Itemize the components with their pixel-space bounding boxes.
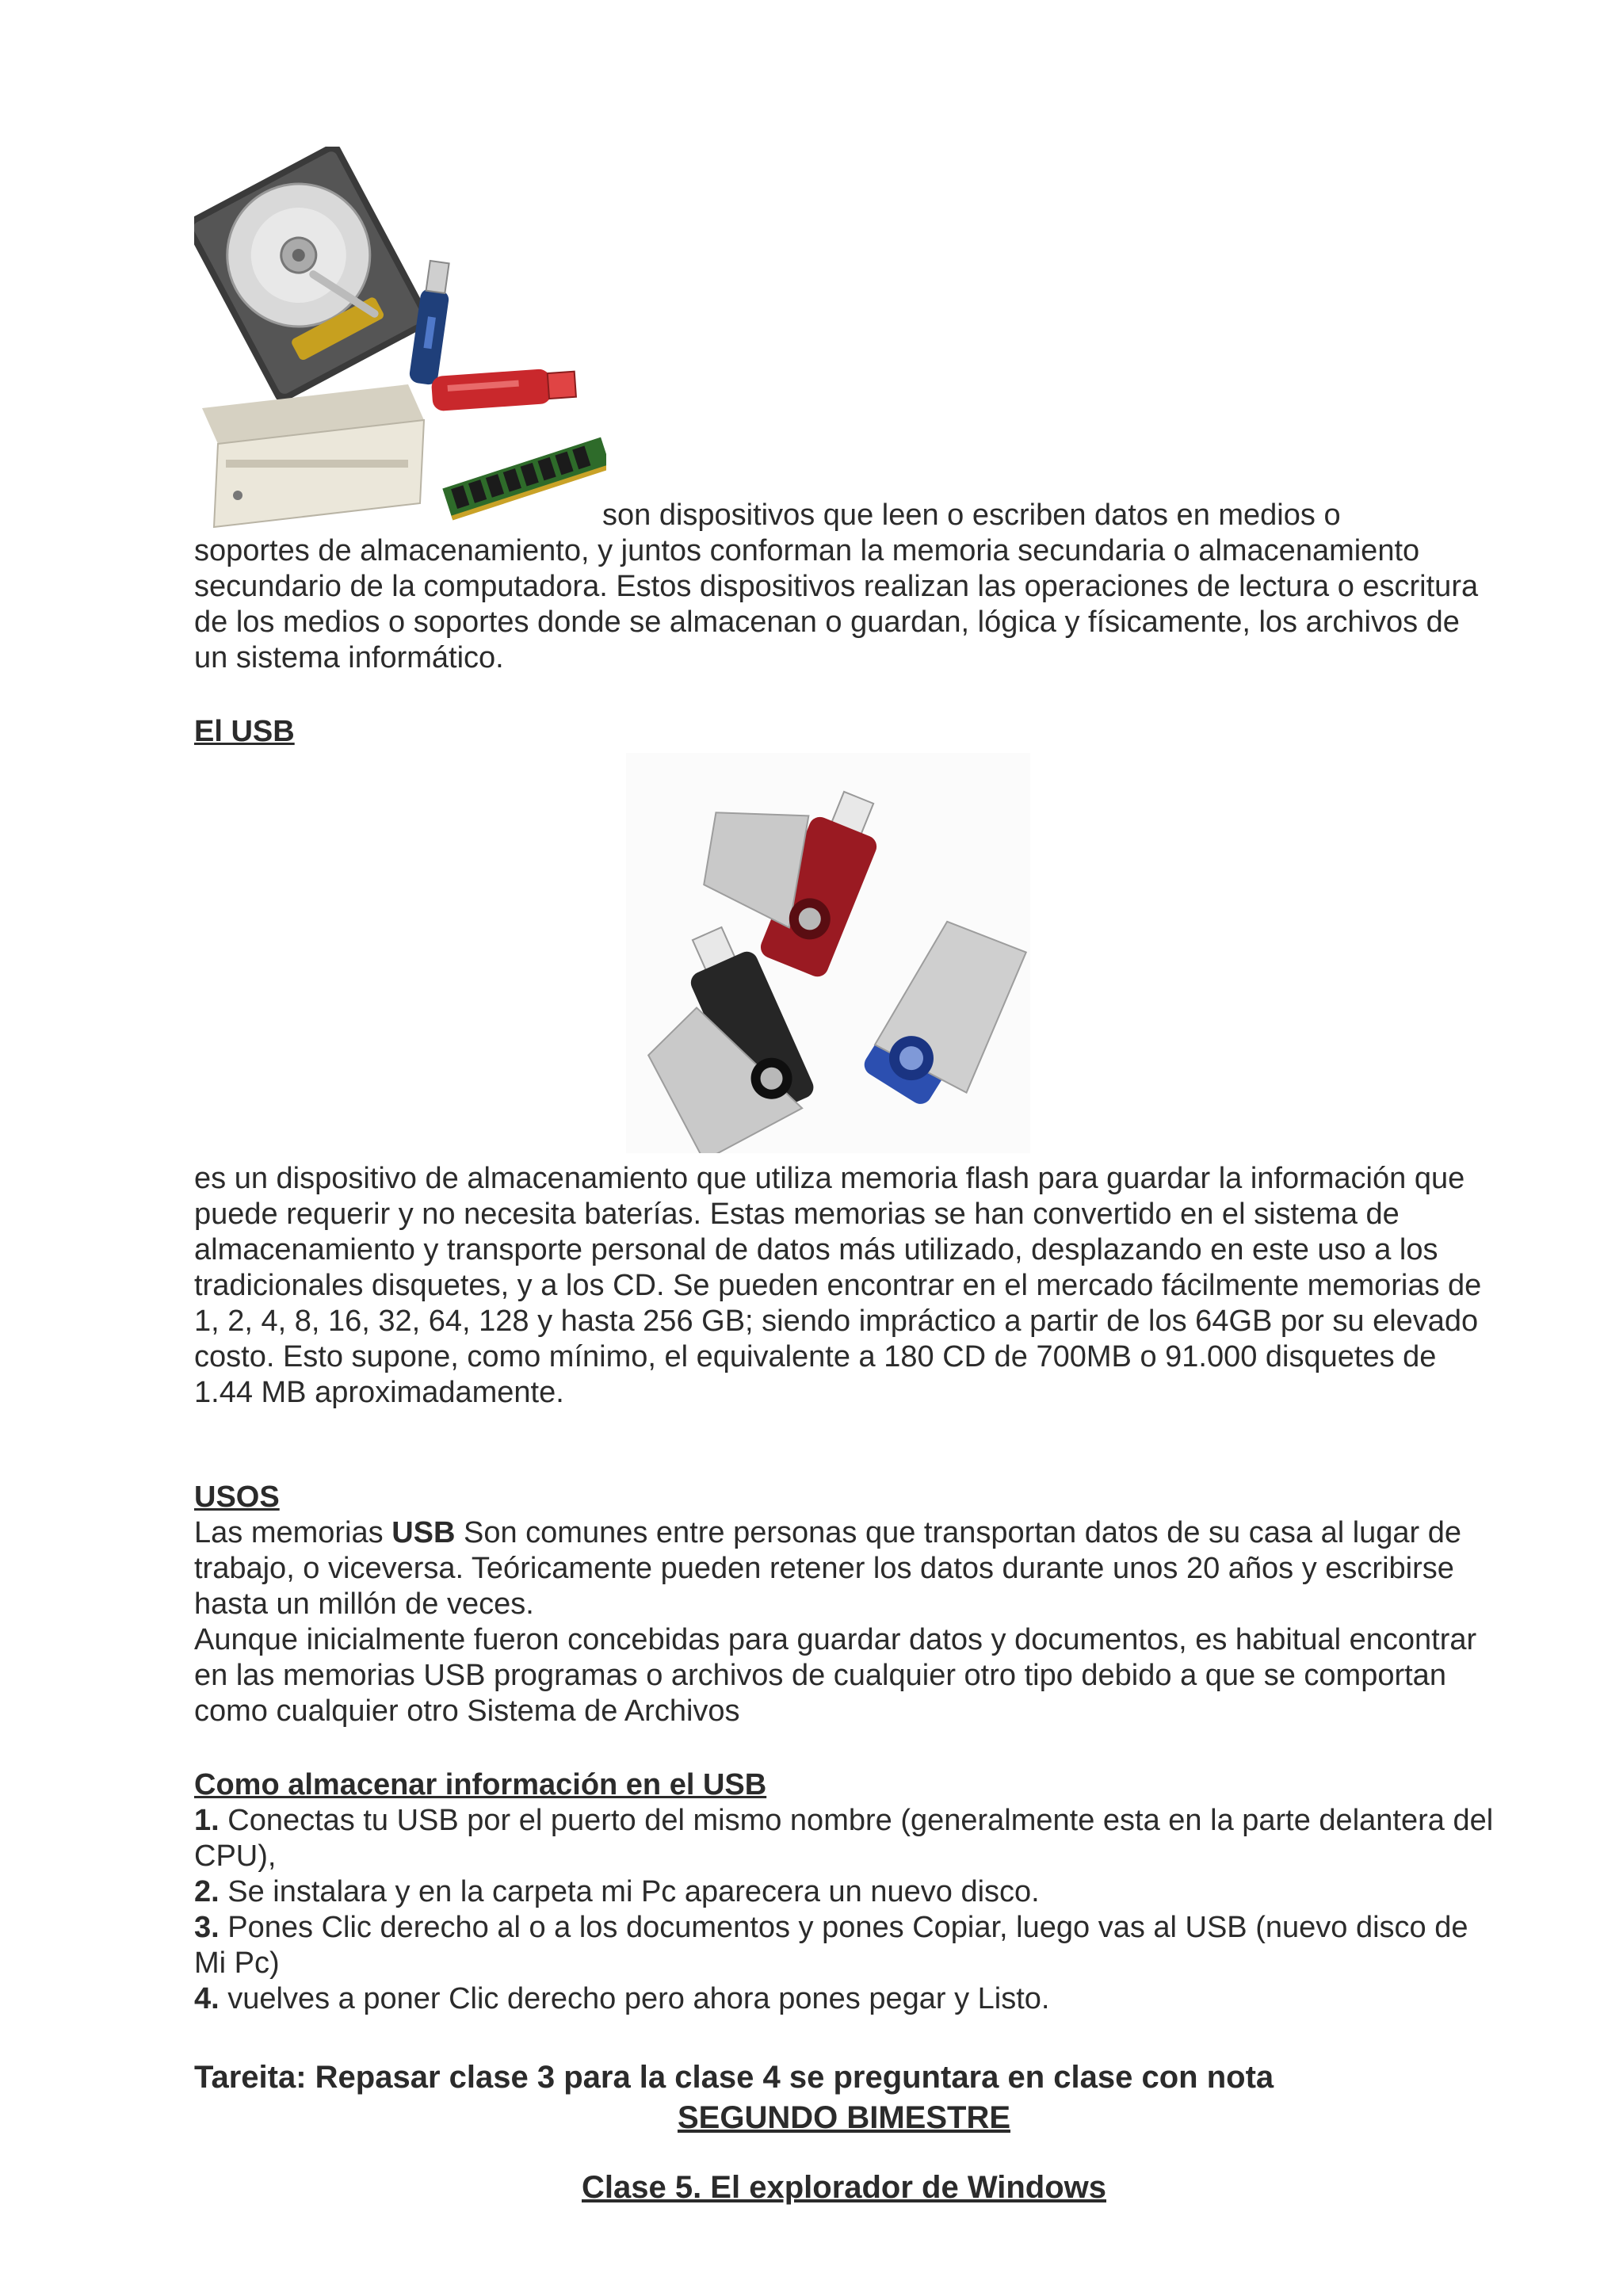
- howto-step: [194, 1803, 1494, 1874]
- step-text: vuelves a poner Clic derecho pero ahora pones pegar y Listo.: [219, 1982, 1050, 2015]
- howto-step: [194, 1910, 1494, 1981]
- usb-heading: El USB: [194, 715, 295, 748]
- howto-heading: Como almacenar información en el USB: [194, 1768, 767, 1801]
- usb-flash-drives-image: [626, 753, 1030, 1153]
- intro-first-line: son dispositivos que leen o escriben datos en medios o: [602, 499, 1341, 532]
- term-title: SEGUNDO BIMESTRE: [677, 2100, 1011, 2135]
- next-class-title: Clase 5. El explorador de Windows: [581, 2170, 1107, 2205]
- step-number: 2.: [194, 1875, 220, 1908]
- usos-paragraph-1: [194, 1515, 1494, 1622]
- step-text: Pones Clic derecho al o a los documentos y pones Copiar, luego vas al USB (nuevo disco de Mi Pc): [194, 1911, 1468, 1980]
- usos-heading: USOS: [194, 1480, 280, 1514]
- howto-step: [194, 1981, 1494, 2017]
- howto-step: [194, 1874, 1494, 1910]
- intro-paragraph: soportes de almacenamiento, y juntos conforman la memoria secundaria o almacenamiento secundario de la computadora. Estos dispositivos realizan las operaciones de lectura o escritura de los medios o soportes donde se almacenan o guardan, lógica y físicamente, los archivos de un sistema informático.: [194, 534, 1479, 674]
- usos-lead: Las memorias: [194, 1516, 392, 1549]
- usb-description: es un dispositivo de almacenamiento que utiliza memoria flash para guardar la información que puede requerir y no necesita baterías. Estas memorias se han convertido en el sistema de almacenamiento y transporte personal de datos más utilizado, desplazando en este uso a los tradicionales disquetes, y a los CD. Se pueden encontrar en el mercado fácilmente memorias de 1, 2, 4, 8, 16, 32, 64, 128 y hasta 256 GB; siendo impráctico a partir de los 64GB por su elevado costo. Esto supone, como mínimo, el equivalente a 180 CD de 700MB o 91.000 disquetes de 1.44 MB aproximadamente.: [194, 1162, 1482, 1409]
- howto-steps: [194, 1803, 1494, 2017]
- step-number: 1.: [194, 1804, 220, 1837]
- step-text: Se instalara y en la carpeta mi Pc aparecera un nuevo disco.: [219, 1875, 1040, 1908]
- step-text: Conectas tu USB por el puerto del mismo nombre (generalmente esta en la parte delantera del CPU),: [194, 1804, 1494, 1873]
- step-number: 3.: [194, 1911, 220, 1944]
- usos-lead-bold: USB: [391, 1516, 456, 1549]
- storage-devices-image: [194, 147, 606, 531]
- homework-note: Tareita: Repasar clase 3 para la clase 4 se preguntara en clase con nota: [194, 2060, 1274, 2095]
- usos-paragraph-2: Aunque inicialmente fueron concebidas para guardar datos y documentos, es habitual encontrar en las memorias USB programas o archivos de cualquier otro tipo debido a que se comportan como cualquier otro Sistema de Archivos: [194, 1623, 1477, 1728]
- usos-text-1: Son comunes entre personas que transportan datos de su casa al lugar de trabajo, o viceversa. Teóricamente pueden retener los datos durante unos 20 años y escribirse hasta un millón de veces.: [194, 1516, 1462, 1621]
- step-number: 4.: [194, 1982, 220, 2015]
